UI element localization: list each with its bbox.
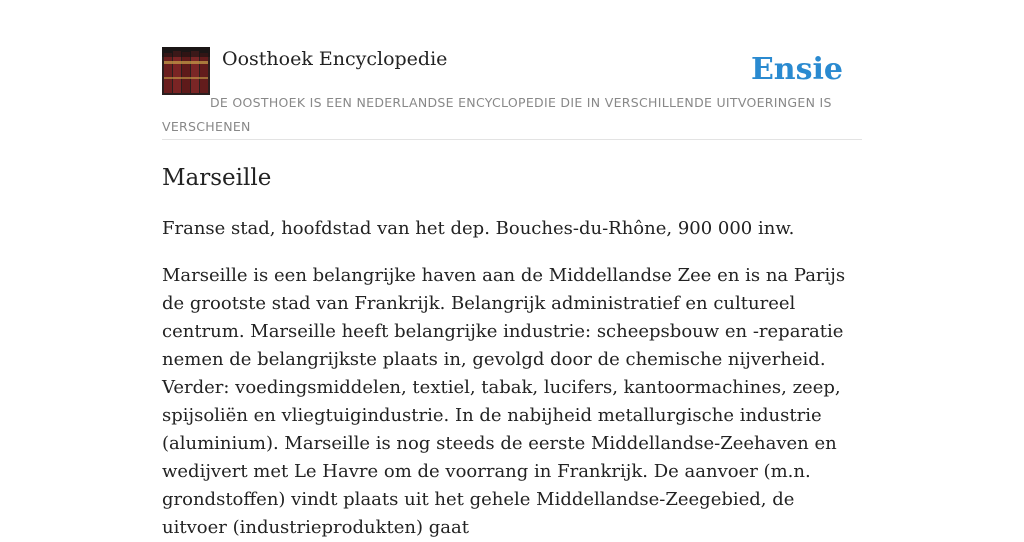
encyclopedia-books-avatar-icon[interactable]: [162, 47, 210, 95]
site-tagline: DE OOSTHOEK IS EEN NEDERLANDSE ENCYCLOPEDIE DIE IN VERSCHILLENDE UITVOERINGEN IS VERSCHENEN: [162, 95, 832, 134]
article-title: Marseille: [162, 165, 272, 191]
brand-logo[interactable]: Ensie: [750, 52, 843, 87]
article-lead: Franse stad, hoofdstad van het dep. Bouches-du-Rhône, 900 000 inw.: [162, 218, 795, 239]
site-title[interactable]: Oosthoek Encyclopedie: [222, 48, 448, 70]
site-header: [162, 46, 862, 140]
article: [162, 160, 862, 542]
article-body: Marseille is een belangrijke haven aan de Middellandse Zee en is na Parijs de grootste stad van Frankrijk. Belangrijk administratief en cultureel centrum. Marseille heeft belangrijke industrie: scheepsbouw en -reparatie nemen de belangrijkste plaats in, gevolgd door de chemische nijverheid. Verder: voedingsmiddelen, textiel, tabak, lucifers, kantoormachines, zeep, spijsoliën en vliegtuigindustrie. In de nabijheid metallurgische industrie (aluminium). Marseille is nog steeds de eerste Middellandse-Zeehaven en wedijvert met Le Havre om de voorrang in Frankrijk. De aanvoer (m.n. grondstoffen) vindt plaats uit het gehele Middellandse-Zeegebied, de uitvoer (industrieprodukten) gaat: [162, 265, 846, 538]
